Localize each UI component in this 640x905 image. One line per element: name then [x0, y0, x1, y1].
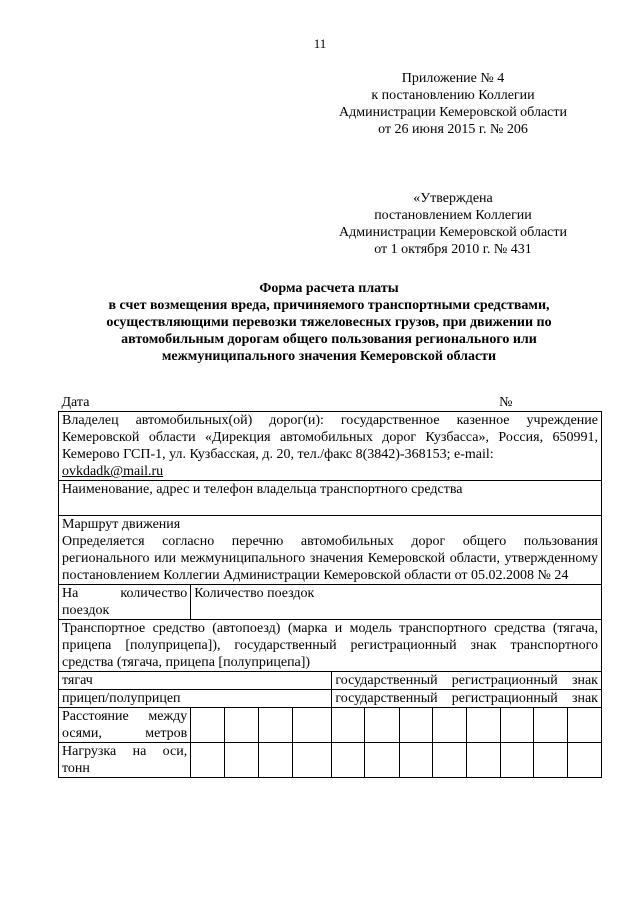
title-line: Форма расчета платы: [259, 281, 399, 296]
axle-load-input[interactable]: [191, 743, 225, 778]
vehicle-cell: [59, 620, 602, 672]
trips-label-right: Количество поездок: [194, 586, 315, 601]
title-line: осуществляющими перевозки тяжеловесных грузов, при движении по: [106, 315, 552, 330]
trips-left-cell: [59, 585, 191, 620]
approval-line: «Утверждена: [413, 191, 493, 206]
axle-distance-input[interactable]: [259, 708, 293, 743]
axle-distance-input[interactable]: [365, 708, 399, 743]
document-title: [60, 280, 598, 365]
tractor-plate-cell: [332, 672, 602, 690]
approval-line: Администрации Кемеровской области: [339, 225, 567, 240]
page-number: 11: [313, 36, 327, 51]
road-owner-row: [59, 412, 602, 481]
approval-line: от 1 октября 2010 г. № 431: [374, 242, 532, 257]
axle-load-label: Нагрузка на оси, тонн: [62, 744, 188, 776]
vehicle-row: [59, 620, 602, 672]
tractor-row: [59, 672, 602, 690]
axle-load-row: [59, 743, 602, 778]
appendix-line: от 26 июня 2015 г. № 206: [378, 122, 528, 137]
road-owner-text: Владелец автомобильных(ой) дорог(и): государственное казенное учреждение Кемеровской области «Дирекция автомобильных дорог Кузбасса», Россия, 650991, Кемерово ГСП-1, ул. Кузбасская, д. 20, тел./факс 8(3842)-368153; e-mail:: [62, 413, 598, 462]
axle-load-input[interactable]: [567, 743, 601, 778]
date-cell: [59, 394, 602, 412]
axle-load-input[interactable]: [365, 743, 399, 778]
owner-email-link[interactable]: ovkdadk@mail.ru: [62, 464, 164, 479]
tractor-plate-label: государственный регистрационный знак: [335, 673, 598, 688]
axle-distance-input[interactable]: [332, 708, 365, 743]
trips-right-cell: [191, 585, 602, 620]
date-label: Дата: [61, 395, 90, 410]
trips-row: [59, 585, 602, 620]
trips-label-left: На количество поездок: [62, 586, 188, 618]
axle-distance-input[interactable]: [432, 708, 466, 743]
axle-distance-row: [59, 708, 602, 743]
trailer-cell: [59, 690, 332, 708]
title-line: межмуниципального значения Кемеровской области: [161, 349, 497, 364]
road-owner-cell: [59, 412, 602, 481]
appendix-line: Приложение № 4: [401, 71, 505, 86]
trailer-plate-label: государственный регистрационный знак: [335, 691, 598, 706]
trailer-plate-cell: [332, 690, 602, 708]
axle-load-input[interactable]: [399, 743, 432, 778]
axle-load-input[interactable]: [293, 743, 332, 778]
tractor-cell: [59, 672, 332, 690]
appendix-line: Администрации Кемеровской области: [339, 105, 567, 120]
axle-load-label-cell: [59, 743, 191, 778]
axle-load-input[interactable]: [259, 743, 293, 778]
approval-line: постановлением Коллегии: [374, 208, 532, 223]
axle-distance-input[interactable]: [225, 708, 259, 743]
title-line: в счет возмещения вреда, причиняемого транспортными средствами,: [108, 298, 550, 313]
vehicle-text: Транспортное средство (автопоезд) (марка и модель транспортного средства (тягача, прицепа [полуприцепа]), государственный регистрационный знак транспортного средства (тягача, прицепа [полуприцепа]): [62, 621, 598, 670]
trailer-row: [59, 690, 602, 708]
axle-load-input[interactable]: [225, 743, 259, 778]
axle-load-input[interactable]: [533, 743, 567, 778]
vehicle-owner-row: [59, 481, 602, 516]
axle-distance-input[interactable]: [500, 708, 533, 743]
axle-distance-input[interactable]: [191, 708, 225, 743]
vehicle-owner-cell: [59, 481, 602, 516]
route-cell: [59, 516, 602, 585]
axle-load-input[interactable]: [500, 743, 533, 778]
vehicle-owner-label: Наименование, адрес и телефон владельца транспортного средства: [62, 482, 463, 497]
axle-distance-input[interactable]: [399, 708, 432, 743]
calculation-form-table: [58, 394, 602, 778]
appendix-line: к постановлению Коллегии: [371, 88, 535, 103]
axle-distance-label: Расстояние между осями, метров: [62, 709, 188, 741]
route-row: [59, 516, 602, 585]
title-line: автомобильным дорогам общего пользования регионального или: [121, 332, 537, 347]
tractor-label: тягач: [62, 673, 93, 688]
axle-load-input[interactable]: [432, 743, 466, 778]
axle-distance-label-cell: [59, 708, 191, 743]
axle-distance-input[interactable]: [567, 708, 601, 743]
trailer-label: прицеп/полуприцеп: [62, 691, 181, 706]
axle-distance-input[interactable]: [466, 708, 500, 743]
date-row: [59, 394, 602, 412]
number-label: №: [499, 395, 513, 410]
axle-distance-input[interactable]: [293, 708, 332, 743]
approval-header: [318, 190, 588, 258]
axle-distance-input[interactable]: [533, 708, 567, 743]
appendix-header: [318, 70, 588, 138]
axle-load-input[interactable]: [332, 743, 365, 778]
route-label: Маршрут движения: [62, 517, 181, 532]
route-text: Определяется согласно перечню автомобильных дорог общего пользования регионального или межмуниципального значения Кемеровской области, утвержденному постановлением Коллегии Администрации Кемеровской области от 05.02.2008 № 24: [62, 534, 598, 583]
axle-load-input[interactable]: [466, 743, 500, 778]
